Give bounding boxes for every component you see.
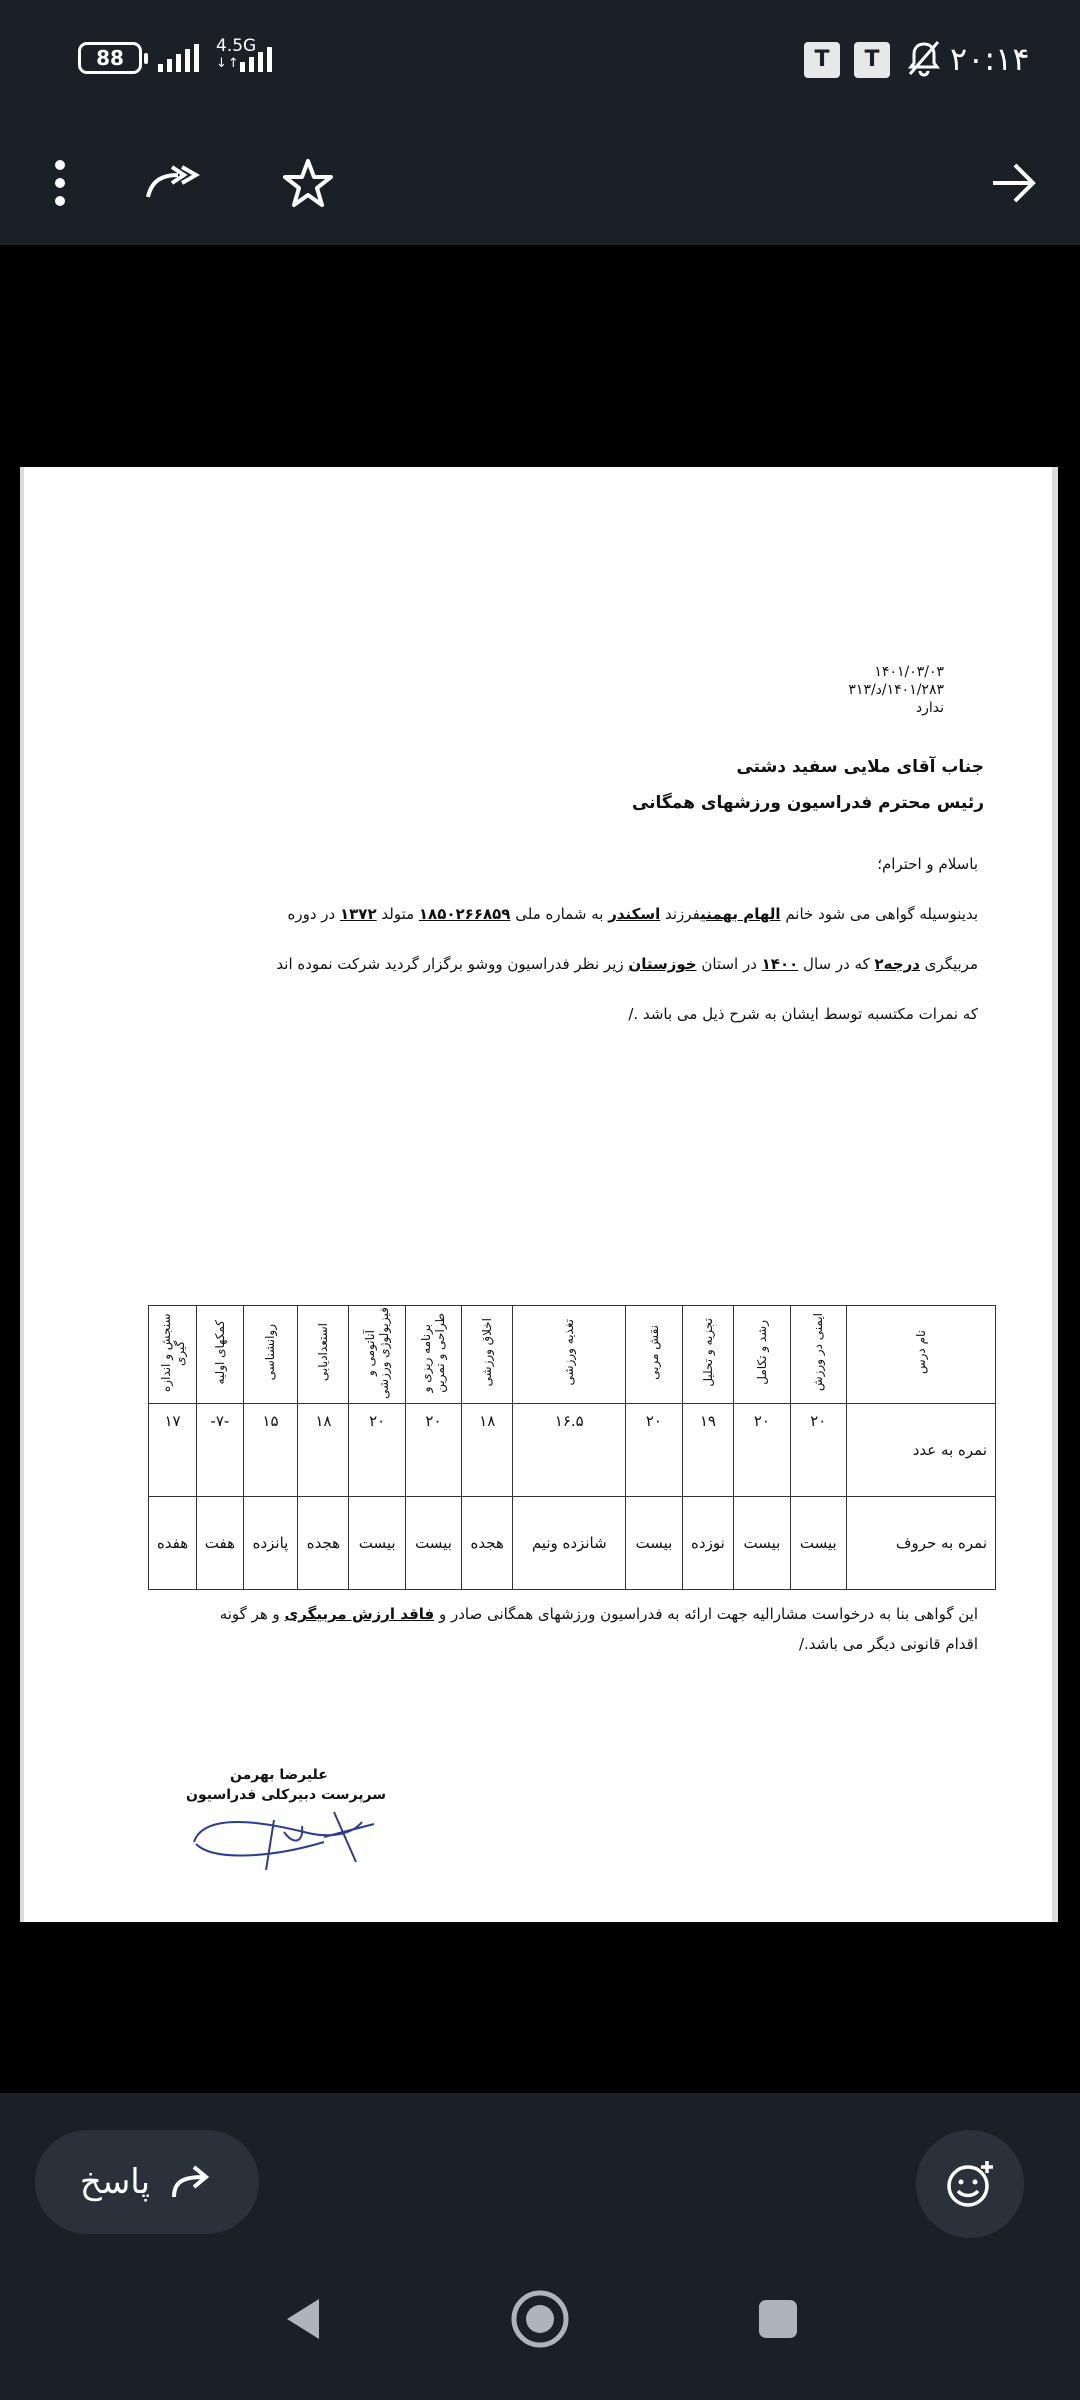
bottom-bar: [0, 2093, 1080, 2400]
more-vert-icon[interactable]: [22, 145, 98, 221]
grade-cell: پانزده: [243, 1497, 298, 1590]
grade-cell: ۱۶.۵: [513, 1404, 626, 1497]
signal-strength-2-icon: [240, 44, 272, 72]
subject-cell: [462, 1306, 513, 1404]
subject-text: اخلاق ورزشی: [480, 1318, 495, 1387]
subject-text: کمکهای اولیه: [212, 1320, 227, 1385]
signer-name: علیرضا بهرمن: [230, 1767, 328, 1783]
table-header-label: [846, 1306, 995, 1404]
footer-text: این گواهی بنا به درخواست مشارالیه جهت ارائه به فدراسیون ورزشهای همگانی صادر و: [434, 1605, 978, 1623]
coaching-grade: درجه۲: [874, 955, 920, 973]
subject-cell: [790, 1306, 846, 1404]
body-line-3: که نمرات مکتسبه توسط ایشان به شرح ذیل می باشد ./: [628, 1005, 978, 1023]
course-year: ۱۴۰۰: [761, 955, 799, 973]
nav-home-icon[interactable]: [504, 2283, 576, 2355]
body-text: مربیگری: [919, 955, 978, 973]
body-text: زیر نظر فدراسیون ووشو برگزار گردید شرکت نموده اند: [276, 955, 629, 973]
body-text: در استان: [696, 955, 762, 973]
table-header-row: [149, 1306, 996, 1404]
subject-text: سنجش و اندازه گیری: [158, 1313, 187, 1392]
addressee-name: جناب آقای ملایی سفید دشتی: [736, 757, 984, 777]
subject-text: رشد و تکامل: [754, 1320, 769, 1385]
table-row-letters: [149, 1497, 996, 1590]
grade-cell: ۱۵: [243, 1404, 298, 1497]
grade-cell: هفده: [149, 1497, 197, 1590]
add-reaction-icon[interactable]: [916, 2130, 1024, 2238]
signature-image: [184, 1802, 384, 1872]
battery-indicator: 88: [78, 42, 142, 74]
row-label: نمره به عدد: [846, 1404, 995, 1497]
addressee-title: رئیس محترم فدراسیون ورزشهای همگانی: [631, 793, 984, 813]
reply-label: پاسخ: [79, 2162, 151, 2202]
subject-cell: [682, 1306, 734, 1404]
footer-line-2: اقدام قانونی دیگر می باشد./: [798, 1635, 978, 1653]
body-text: بدینوسیله گواهی می شود خانم: [780, 905, 978, 923]
header-label-text: نام درس: [913, 1330, 928, 1375]
subject-text: ایمنی در ورزش: [811, 1313, 826, 1392]
grades-table: [148, 1305, 996, 1590]
grade-cell: بیست: [349, 1497, 405, 1590]
grade-cell: بیست: [790, 1497, 846, 1590]
subject-cell: [626, 1306, 682, 1404]
letter-date: ۱۴۰۱/۰۳/۰۳: [874, 664, 944, 680]
back-arrow-icon[interactable]: [976, 145, 1052, 221]
subject-text: نقش مربی: [646, 1325, 661, 1380]
body-line-1: [287, 905, 978, 923]
body-text: که در سال: [798, 955, 875, 973]
body-line-2: [276, 955, 978, 973]
table-row-numeric: [149, 1404, 996, 1497]
grade-cell: ۲۰: [790, 1404, 846, 1497]
subject-cell: [243, 1306, 298, 1404]
footer-line-1: [220, 1605, 978, 1623]
grade-cell: ۱۷: [149, 1404, 197, 1497]
letter-number: ۱۴۰۱/۲۸۳/د/۳۱۳: [848, 682, 944, 698]
birth-year: ۱۳۷۲: [339, 905, 377, 923]
signal-strength-icon: [158, 44, 199, 72]
province: خوزستان: [628, 955, 697, 973]
network-activity: ↓↑: [216, 56, 240, 71]
body-text: به شماره ملی: [510, 905, 609, 923]
body-text: در دوره: [287, 905, 340, 923]
subject-cell: [197, 1306, 244, 1404]
grade-cell: ۲۰: [734, 1404, 790, 1497]
nav-back-icon[interactable]: [267, 2283, 339, 2355]
subject-cell: [734, 1306, 790, 1404]
grade-cell: ۱۸: [462, 1404, 513, 1497]
subject-text: تغذیه ورزشی: [562, 1319, 577, 1386]
subject-cell: [405, 1306, 461, 1404]
subject-cell: [149, 1306, 197, 1404]
grade-cell: بیست: [405, 1497, 461, 1590]
subject-text: برنامه ریزی و: [419, 1323, 434, 1393]
network-label: 4.5G: [216, 36, 257, 56]
grade-cell: هجده: [298, 1497, 349, 1590]
grade-cell: بیست: [626, 1497, 682, 1590]
grade-cell: -۷-: [197, 1404, 244, 1497]
grade-cell: ۲۰: [405, 1404, 461, 1497]
status-time: ۲۰:۱۴: [950, 40, 1030, 78]
body-text: متولد: [376, 905, 419, 923]
subject-text: آناتومی و فیزیولوژی ورزشی: [363, 1306, 392, 1399]
top-bar: [0, 0, 1080, 245]
greeting: باسلام و احترام؛: [877, 855, 978, 873]
viewer-toolbar: [0, 120, 1080, 245]
subject-cell: [298, 1306, 349, 1404]
subject-text: تجزیه و تحلیل: [700, 1318, 715, 1387]
grade-cell: ۱۹: [682, 1404, 734, 1497]
status-bar: [0, 0, 1080, 120]
grade-cell: بیست: [734, 1497, 790, 1590]
footer-text: و هر گونه: [219, 1605, 285, 1623]
document-page: [20, 467, 1058, 1922]
grade-cell: ۲۰: [626, 1404, 682, 1497]
father-name: اسکندر: [608, 905, 661, 923]
grade-cell: ۱۸: [298, 1404, 349, 1497]
letter-attachment: ندارد: [915, 700, 944, 716]
subject-text: استعدادیابی: [316, 1323, 331, 1382]
subject-cell: [513, 1306, 626, 1404]
student-name: الهام بهمنی: [700, 905, 781, 923]
grade-cell: هجده: [462, 1497, 513, 1590]
notifications-off-icon: [904, 38, 944, 78]
row-label: نمره به حروف: [846, 1497, 995, 1590]
notification-app-icon-2: T: [854, 42, 890, 78]
subject-text: طراحی و تمرین: [433, 1312, 448, 1393]
subject-text: روانشناسی: [263, 1324, 278, 1381]
national-id: ۱۸۵۰۲۶۶۸۵۹: [418, 905, 511, 923]
grade-cell: نوزده: [682, 1497, 734, 1590]
signer-title: سرپرست دبیرکلی فدراسیون: [186, 1787, 386, 1803]
nav-recents-icon[interactable]: [742, 2283, 814, 2355]
reply-arrow-icon: [168, 2163, 214, 2201]
body-text: فرزند: [660, 905, 701, 923]
grade-cell: هفت: [197, 1497, 244, 1590]
footer-emphasis: فاقد ارزش مربیگری: [284, 1605, 435, 1623]
grade-cell: ۲۰: [349, 1404, 405, 1497]
grade-cell: شانزده ونیم: [513, 1497, 626, 1590]
forward-all-icon[interactable]: [136, 145, 212, 221]
document-viewer[interactable]: [0, 245, 1080, 1932]
subject-cell: [349, 1306, 405, 1404]
reply-button[interactable]: [35, 2130, 259, 2234]
notification-app-icon: T: [804, 42, 840, 78]
star-icon[interactable]: [270, 145, 346, 221]
